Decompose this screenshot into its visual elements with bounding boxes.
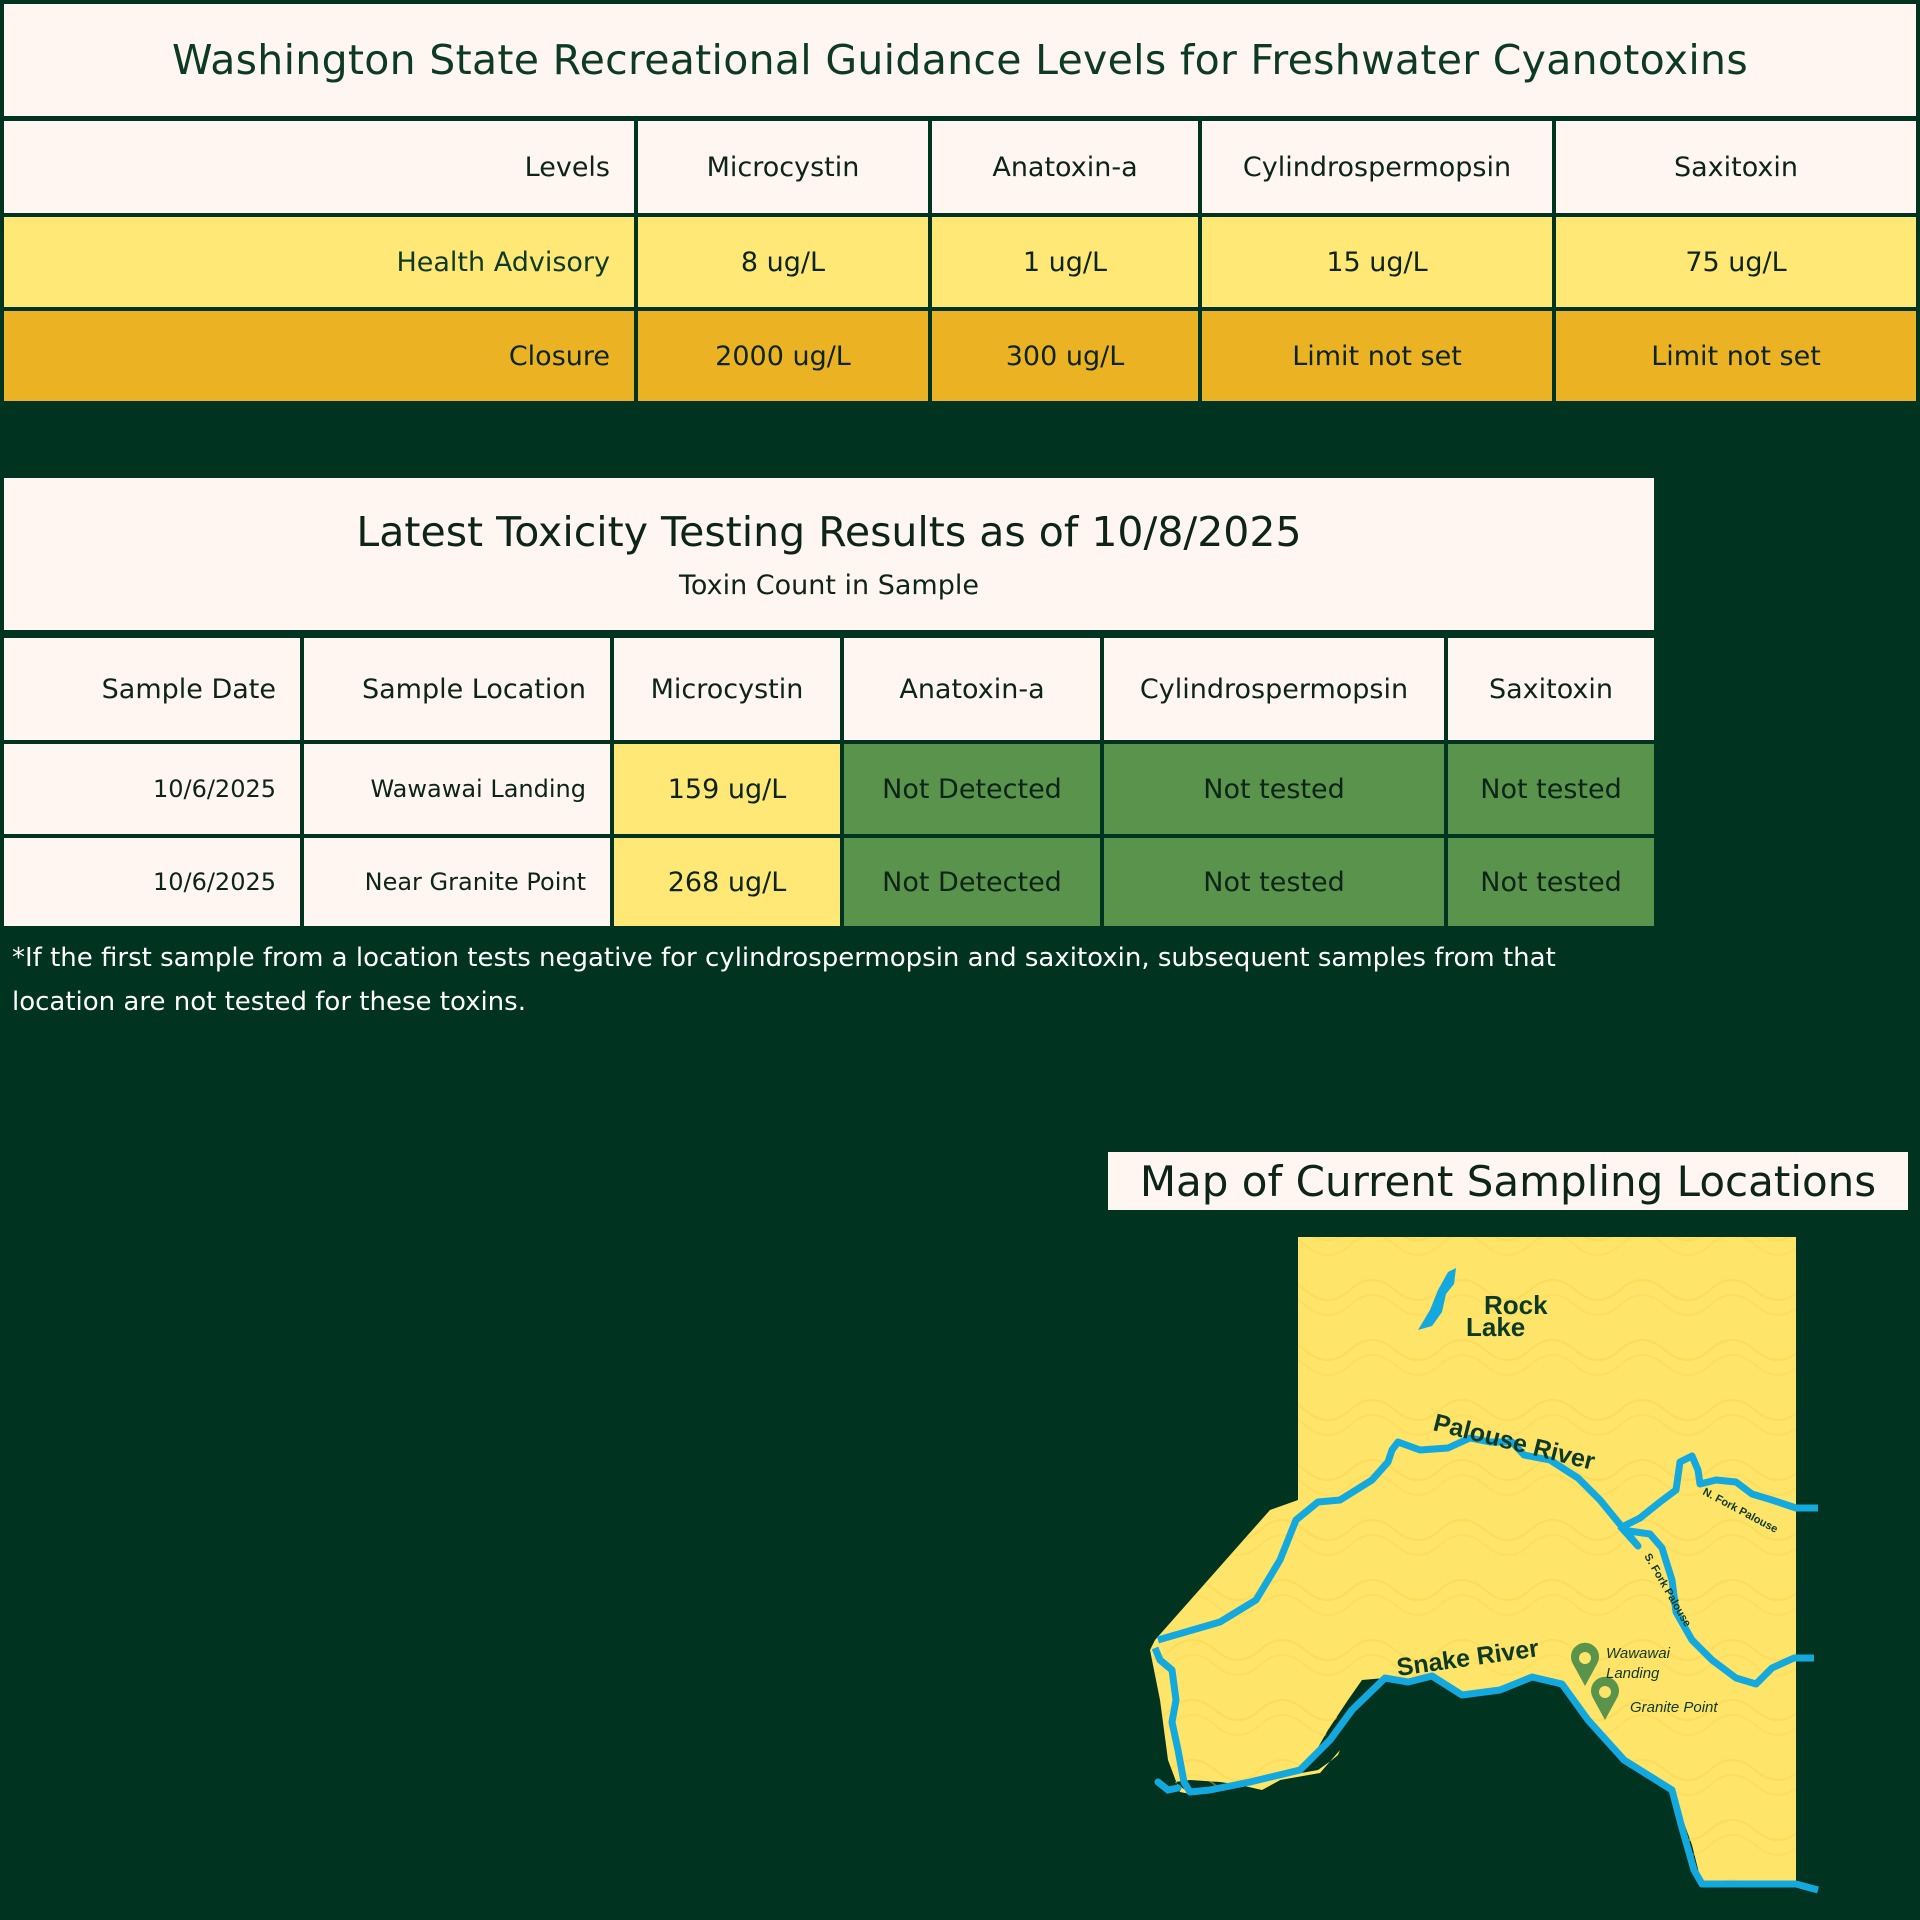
palouse-river-label: Palouse River: [1430, 1408, 1598, 1476]
results-header-anatoxin: Anatoxin-a: [844, 638, 1100, 740]
row2-cylindrospermopsin: Not tested: [1104, 838, 1444, 926]
results-header-cylindrospermopsin: Cylindrospermopsin: [1104, 638, 1444, 740]
row1-cylindrospermopsin: Not tested: [1104, 744, 1444, 834]
row1-sample-date: 10/6/2025: [4, 744, 300, 834]
rock-lake-label-2: Lake: [1466, 1312, 1526, 1342]
results-header-sample-location: Sample Location: [304, 638, 610, 740]
results-subtitle: Toxin Count in Sample: [679, 569, 979, 601]
snake-river-label: Snake River: [1394, 1634, 1541, 1682]
health-advisory-cylindrospermopsin: 15 ug/L: [1202, 217, 1552, 307]
row1-anatoxin: Not Detected: [844, 744, 1100, 834]
results-header-sample-date: Sample Date: [4, 638, 300, 740]
health-advisory-anatoxin: 1 ug/L: [932, 217, 1198, 307]
guidance-header-anatoxin: Anatoxin-a: [932, 121, 1198, 213]
closure-saxitoxin: Limit not set: [1556, 311, 1916, 401]
guidance-header-cylindrospermopsin: Cylindrospermopsin: [1202, 121, 1552, 213]
closure-cylindrospermopsin: Limit not set: [1202, 311, 1552, 401]
health-advisory-microcystin: 8 ug/L: [638, 217, 928, 307]
n-fork-palouse-label: N. Fork Palouse: [1700, 1486, 1780, 1536]
wawawai-landing-label-1: Wawawai: [1606, 1645, 1670, 1662]
closure-microcystin: 2000 ug/L: [638, 311, 928, 401]
results-header-saxitoxin: Saxitoxin: [1448, 638, 1654, 740]
row2-sample-location: Near Granite Point: [304, 838, 610, 926]
footnote: *If the first sample from a location tests negative for cylindrospermopsin and saxitoxin, subsequent samples from that location are not tested for these toxins.: [12, 943, 1556, 1017]
snake-river-west: [1158, 1782, 1178, 1790]
guidance-row-health-advisory-label: Health Advisory: [4, 217, 634, 307]
row2-anatoxin: Not Detected: [844, 838, 1100, 926]
row2-saxitoxin: Not tested: [1448, 838, 1654, 926]
row2-sample-date: 10/6/2025: [4, 838, 300, 926]
results-title: Latest Toxicity Testing Results as of 10/8/2025: [356, 507, 1302, 556]
row1-saxitoxin: Not tested: [1448, 744, 1654, 834]
s-fork-palouse-label: S. Fork Palouse: [1641, 1551, 1694, 1629]
row2-microcystin: 268 ug/L: [614, 838, 840, 926]
guidance-header-saxitoxin: Saxitoxin: [1556, 121, 1916, 213]
map-title: Map of Current Sampling Locations: [1108, 1152, 1908, 1210]
row1-microcystin: 159 ug/L: [614, 744, 840, 834]
closure-anatoxin: 300 ug/L: [932, 311, 1198, 401]
granite-point-label: Granite Point: [1630, 1699, 1718, 1716]
guidance-row-closure-label: Closure: [4, 311, 634, 401]
health-advisory-saxitoxin: 75 ug/L: [1556, 217, 1916, 307]
guidance-title: Washington State Recreational Guidance Levels for Freshwater Cyanotoxins: [4, 4, 1916, 116]
rock-lake-label-1: Rock: [1484, 1290, 1548, 1320]
results-header-microcystin: Microcystin: [614, 638, 840, 740]
wawawai-landing-label-2: Landing: [1606, 1665, 1660, 1682]
guidance-header-microcystin: Microcystin: [638, 121, 928, 213]
row1-sample-location: Wawawai Landing: [304, 744, 610, 834]
guidance-header-levels: Levels: [4, 121, 634, 213]
